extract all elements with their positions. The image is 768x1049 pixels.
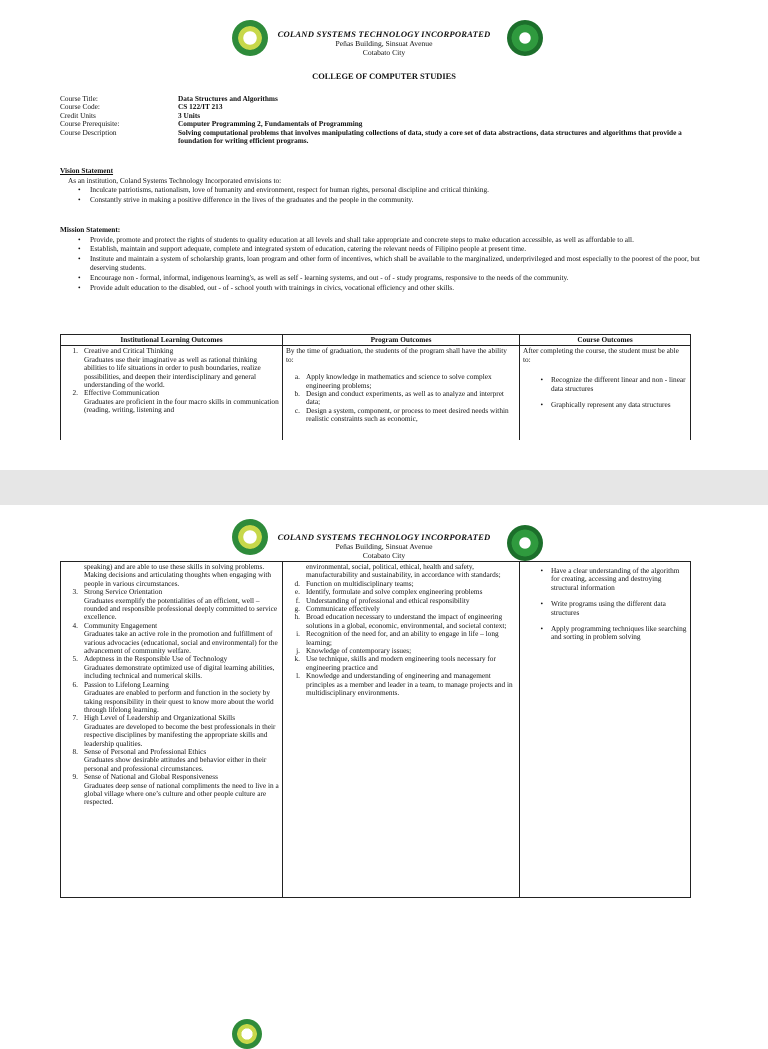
co-item: • Recognize the different linear and non - linear data structures	[540, 375, 686, 393]
po-text: Understanding of professional and ethical responsibility	[306, 595, 470, 605]
po-text: Recognition of the need for, and an ability to engage in life – long learning;	[306, 629, 499, 647]
vision-list	[60, 185, 720, 204]
course-info	[60, 95, 710, 145]
co-text: Write programs using the different data structures	[551, 599, 666, 617]
vision-intro: As an institution, Coland Systems Technology Incorporated envisions to:	[68, 175, 282, 185]
vision-heading: Vision Statement	[60, 166, 114, 175]
ilo-description: Graduates are developed to become the best professionals in their respective disciplines by manifesting the appropriate skills and leadership qualities.	[84, 721, 276, 748]
ilo-title: Adeptness in the Responsible Use of Technology	[84, 654, 228, 664]
header-co: Course Outcomes	[520, 335, 691, 346]
course-info-label: Credit Units	[60, 110, 96, 120]
po-text: Design a system, component, or process to meet desired needs within realistic constraints such as economic,	[306, 405, 509, 424]
po-letter: g.	[294, 604, 300, 614]
address-line-2: Cotabato City	[362, 48, 406, 57]
table-row	[61, 346, 691, 440]
po-letter: d.	[294, 578, 300, 588]
po-item	[286, 373, 516, 390]
course-info-label: Course Code:	[60, 102, 100, 112]
ilo-continued-text: speaking) and are able to use these skills in solving problems. Making decisions and articulating thoughts when engaging with people in various circumstances.	[84, 562, 272, 588]
document-page-2	[0, 505, 768, 1024]
vision-item: • Inculcate patriotisms, nationalism, love of humanity and environment, respect for human rights, personal discipline and critical thinking.	[90, 185, 720, 195]
organization-name: COLAND SYSTEMS TECHNOLOGY INCORPORATED	[277, 29, 491, 39]
vision-item: • Constantly strive in making a positive difference in the lives of the graduates and the people in the community.	[90, 195, 720, 205]
address-line-1: Peñas Building, Sinsuat Avenue	[335, 39, 433, 48]
po-letter: f.	[295, 595, 300, 605]
co-item: • Have a clear understanding of the algorithm for creating, accessing and destroying structural information	[523, 567, 687, 592]
address-line-2: Cotabato City	[362, 551, 406, 560]
po-text: Identify, formulate and solve complex engineering problems	[306, 587, 483, 597]
ilo-number: 1.	[72, 346, 78, 356]
po-cell	[283, 562, 520, 898]
co-text: Have a clear understanding of the algorithm for creating, accessing and destroying structural information	[551, 566, 680, 592]
po-item	[286, 630, 516, 647]
mission-item: • Provide, promote and protect the rights of students to quality education at all levels and shall take appropriate and concrete steps to make education accessible, as well as affordable to all.	[90, 235, 720, 245]
ilo-number: 5.	[72, 654, 78, 664]
po-item	[286, 407, 516, 424]
ilo-number: 9.	[72, 772, 78, 782]
ilo-description: Graduates exemplify the potentialities of an efficient, well – rounded and responsible professional deeply committed to service excellence.	[84, 595, 278, 622]
ilo-number: 2.	[72, 388, 78, 398]
po-cell	[283, 346, 520, 440]
po-text: Design and conduct experiments, as well as to analyze and interpret data;	[306, 389, 504, 407]
course-info-value: Computer Programming 2, Fundamentals of Programming	[178, 119, 363, 129]
co-item: • Apply programming techniques like searching and sorting in problem solving	[540, 624, 687, 642]
college-title: COLLEGE OF COMPUTER STUDIES	[312, 72, 456, 81]
ilo-description: Graduates demonstrate optimized use of digital learning abilities, including technical and numerical skills.	[84, 662, 275, 681]
po-text: Communicate effectively	[306, 604, 380, 614]
page-separator	[0, 470, 768, 505]
po-letter: b.	[294, 389, 300, 399]
ilo-description: Graduates are enabled to perform and function in the society by taking responsibility in their quest to know more about the world through lifelong learning.	[84, 688, 274, 714]
ilo-title: Sense of National and Global Responsiveness	[84, 772, 218, 782]
po-text: Broad education necessary to understand the impact of engineering solutions in a global, economic, environmental, and societal context;	[306, 612, 507, 630]
course-info-label: Course Title:	[60, 94, 98, 103]
po-letter: i.	[296, 629, 300, 639]
ilo-number: 8.	[72, 746, 78, 756]
ilo-number: 4.	[72, 620, 78, 630]
address-line-1: Peñas Building, Sinsuat Avenue	[335, 542, 433, 551]
po-letter: h.	[294, 612, 300, 622]
co-intro: After completing the course, the student must be able to:	[523, 346, 679, 364]
outcomes-table-page-1	[60, 334, 691, 440]
vision-section	[60, 166, 720, 204]
po-item	[286, 655, 516, 672]
table-header-row	[61, 335, 691, 346]
mission-item: • Establish, maintain and support adequate, complete and integrated system of education, catering the relevant needs of Filipino people at present time.	[90, 244, 720, 254]
co-item: • Write programs using the different data structures	[523, 600, 687, 617]
co-cell	[520, 562, 691, 898]
ilo-number: 7.	[72, 713, 78, 723]
mission-item: • Institute and maintain a system of scholarship grants, loan program and other form of incentives, which shall be available to the marginalized, underprivileged and most especially to the poorest of the poor, but deserving students.	[90, 254, 720, 273]
document-page-1	[0, 0, 768, 470]
header-ilo: Institutional Learning Outcomes	[61, 335, 283, 346]
mission-item: • Provide adult education to the disabled, out - of - school youth with trainings in civics, vocational efficiency and other skills.	[90, 283, 720, 293]
po-item	[286, 613, 516, 630]
po-text: Knowledge and understanding of engineering and management principles as a member and leader in a team, to manage projects and in multidisciplinary environments.	[306, 671, 513, 698]
po-letter: l.	[296, 671, 300, 681]
po-intro: By the time of graduation, the students of the program shall have the ability to:	[286, 346, 507, 364]
ilo-description: Graduates show desirable attitudes and behavior either in their personal and professional circumstances.	[84, 755, 267, 773]
co-cell	[520, 346, 691, 440]
ilo-title: Strong Service Orientation	[84, 587, 163, 597]
header-po: Program Outcomes	[283, 335, 520, 346]
po-continued-text: environmental, social, political, ethical, health and safety, manufacturability and sustainability, in accordance with standards;	[306, 562, 501, 580]
ilo-title: Passion to Lifelong Learning	[84, 679, 169, 689]
letterhead	[0, 532, 768, 560]
po-letter: k.	[294, 654, 300, 664]
po-item	[286, 672, 516, 697]
ilo-title: Creative and Critical Thinking	[84, 346, 174, 356]
ilo-title: High Level of Leadership and Organizational Skills	[84, 713, 236, 723]
mission-item: • Encourage non - formal, informal, indigenous learning's, as well as self - learning systems, and out - of - study programs, responsive to the needs of the community.	[90, 273, 720, 283]
po-letter: c.	[294, 405, 300, 415]
po-letter: j.	[296, 646, 300, 656]
organization-name: COLAND SYSTEMS TECHNOLOGY INCORPORATED	[277, 532, 491, 542]
course-info-label: Course Description	[60, 127, 117, 137]
ilo-description: Graduates deep sense of national compliments the need to live in a global village where one’s culture and other people culture are respected.	[84, 780, 279, 807]
ilo-description: Graduates take an active role in the promotion and fulfillment of various advocacies (educational, social and environmental) for the advancement of community welfare.	[84, 629, 278, 656]
credit-units-row	[60, 112, 710, 120]
course-info-value: 3 Units	[178, 110, 201, 120]
mission-heading: Mission Statement:	[60, 225, 121, 234]
po-item	[286, 390, 516, 407]
po-text: Use technique, skills and modern engineering tools necessary for engineering practice and	[306, 654, 496, 672]
mission-section	[60, 225, 720, 292]
course-info-value: Data Structures and Algorithms	[178, 94, 278, 103]
letterhead	[0, 29, 768, 57]
po-text: Apply knowledge in mathematics and science to solve complex engineering problems;	[306, 372, 492, 390]
ilo-title: Effective Communication	[84, 388, 160, 398]
mission-list	[60, 235, 720, 293]
course-title-row	[60, 95, 710, 103]
co-text: Recognize the different linear and non - linear data structures	[551, 375, 686, 393]
table-row	[61, 562, 691, 898]
course-info-label: Course Prerequisite:	[60, 119, 120, 129]
ilo-title: Sense of Personal and Professional Ethics	[84, 746, 207, 756]
ilo-cell	[61, 562, 283, 898]
ilo-cell	[61, 346, 283, 440]
ilo-title: Community Engagement	[84, 620, 158, 630]
ilo-number: 6.	[72, 679, 78, 689]
po-text: Function on multidisciplinary teams;	[306, 578, 414, 588]
co-text: Apply programming techniques like searching and sorting in problem solving	[551, 624, 687, 642]
outcomes-table-page-2	[60, 561, 691, 898]
co-text: Graphically represent any data structures	[551, 400, 671, 410]
ilo-description: Graduates use their imaginative as well as rational thinking abilities to life situations in order to push boundaries, realize possibilities, and deepen their interdisciplinary and general understanding of the world.	[84, 354, 261, 390]
course-description-row	[60, 129, 710, 146]
ilo-number: 3.	[72, 587, 78, 597]
po-letter: e.	[294, 587, 300, 597]
course-code-row	[60, 103, 710, 111]
po-text: Knowledge of contemporary issues;	[306, 646, 412, 656]
course-info-value: Solving computational problems that involves manipulating collections of data, study a core set of data abstractions, data structures and algorithms that provide a foundation for writing efficient programs.	[178, 127, 682, 146]
co-item: • Graphically represent any data structures	[523, 401, 687, 409]
po-letter: a.	[294, 372, 300, 382]
course-info-value: CS 122/IT 213	[178, 102, 223, 112]
ilo-description: Graduates are proficient in the four macro skills in communication (reading, writing, listening and	[84, 396, 279, 415]
